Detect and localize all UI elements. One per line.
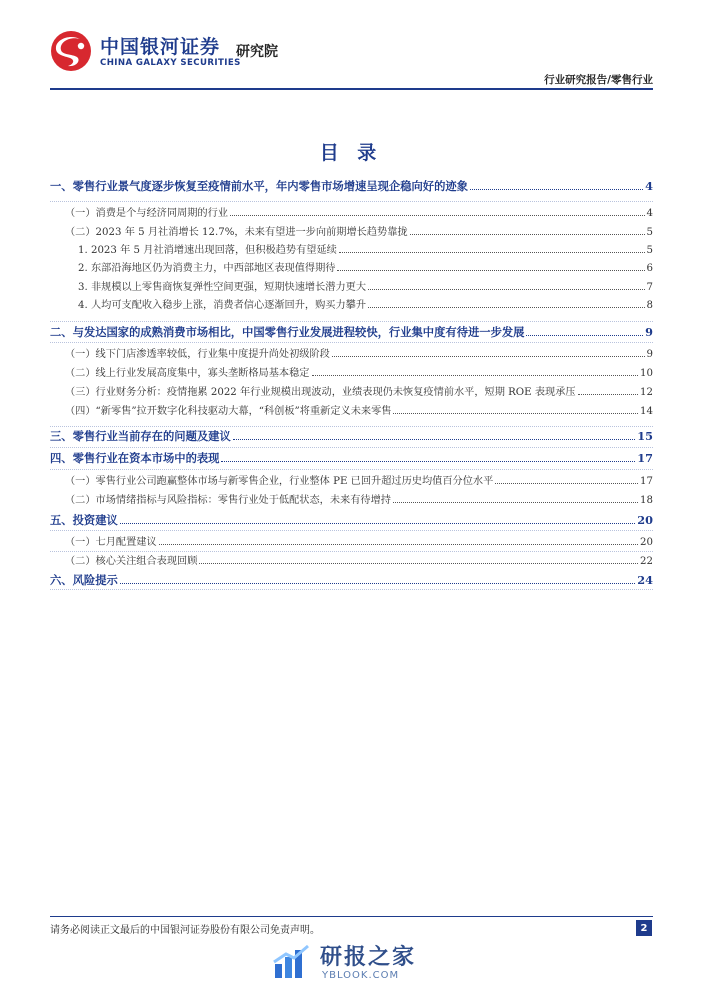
toc-leader-dots <box>578 385 638 395</box>
toc-entry[interactable] <box>50 472 653 492</box>
toc-entry[interactable] <box>50 204 653 224</box>
toc-entry-page: 14 <box>640 406 653 417</box>
header-divider <box>50 88 653 90</box>
toc-entry[interactable] <box>50 402 653 422</box>
toc-entry[interactable] <box>50 178 653 198</box>
toc-separator <box>50 321 653 322</box>
toc-leader-dots <box>526 325 643 336</box>
page-header <box>50 28 653 92</box>
toc-entry[interactable] <box>50 552 653 572</box>
toc-entry[interactable] <box>50 364 653 384</box>
toc-entry-page: 22 <box>640 556 653 567</box>
toc-entry[interactable] <box>50 533 653 553</box>
toc-entry[interactable] <box>50 278 653 298</box>
toc-leader-dots <box>337 261 644 271</box>
toc-entry[interactable] <box>50 450 653 470</box>
toc-entry-title: （一）消费是个与经济同周期的行业 <box>65 208 228 219</box>
report-type-label: 行业研究报告/零售行业 <box>544 74 653 86</box>
toc-entry-page: 17 <box>637 451 653 465</box>
toc-leader-dots <box>159 535 638 545</box>
toc-leader-dots <box>393 404 638 414</box>
toc-entry-title: 六、风险提示 <box>50 573 118 587</box>
toc-entry-title: 四、零售行业在资本市场中的表现 <box>50 451 220 465</box>
toc-entry-page: 15 <box>637 429 653 443</box>
company-name-cn: 中国银河证券 <box>100 36 221 58</box>
toc-entry-page: 17 <box>640 476 653 487</box>
toc-leader-dots <box>120 513 635 524</box>
toc-entry-page: 12 <box>640 387 653 398</box>
toc-leader-dots <box>410 225 645 235</box>
toc-leader-dots <box>393 493 638 503</box>
toc-entry-title: （一）零售行业公司跑赢整体市场与新零售企业，行业整体 PE 已回升超过历史均值百分位水平 <box>65 476 494 487</box>
toc-entry-title: （二）市场情绪指标与风险指标：零售行业处于低配状态，未来有待增持 <box>65 495 391 506</box>
toc-entry[interactable] <box>50 383 653 403</box>
toc-entry[interactable] <box>50 428 653 448</box>
watermark <box>272 938 442 988</box>
footer-disclaimer: 请务必阅读正文最后的中国银河证券股份有限公司免责声明。 <box>50 925 320 936</box>
toc-entry-title: （一）七月配置建议 <box>65 537 157 548</box>
toc-entry-title: 一、零售行业景气度逐步恢复至疫情前水平，年内零售市场增速呈现企稳向好的迹象 <box>50 179 468 193</box>
toc-entry-page: 8 <box>646 300 653 311</box>
toc-leader-dots <box>312 366 639 376</box>
toc-leader-dots <box>368 280 644 290</box>
toc-entry[interactable] <box>50 491 653 511</box>
toc-leader-dots <box>495 474 638 484</box>
toc-leader-dots <box>199 554 638 564</box>
toc-entry-page: 5 <box>646 245 653 256</box>
toc-entry-page: 4 <box>645 179 653 193</box>
toc-entry-title: 三、零售行业当前存在的问题及建议 <box>50 429 231 443</box>
bar-chart-icon <box>272 942 312 982</box>
toc-entry-page: 20 <box>637 513 653 527</box>
toc-entry-page: 7 <box>646 282 653 293</box>
toc-leader-dots <box>230 206 645 216</box>
toc-entry-title: 3. 非规模以上零售商恢复弹性空间更强，短期快速增长潜力更大 <box>78 282 367 293</box>
toc-leader-dots <box>332 347 645 357</box>
toc-entry-title: （三）行业财务分析：疫情拖累 2022 年行业规模出现波动，业绩表现仍未恢复疫情前水平，短期 ROE 表现承压 <box>65 387 576 398</box>
galaxy-logo-icon <box>50 30 92 72</box>
footer-divider <box>50 916 653 917</box>
toc-entry-page: 5 <box>646 227 653 238</box>
toc-leader-dots <box>233 429 636 440</box>
toc-entry-title: （二）线上行业发展高度集中，寡头垄断格局基本稳定 <box>65 368 310 379</box>
toc-entry-page: 18 <box>640 495 653 506</box>
toc-entry[interactable] <box>50 223 653 243</box>
toc-entry-title: （二）2023 年 5 月社消增长 12.7%，未来有望进一步向前期增长趋势靠拢 <box>65 227 408 238</box>
toc-entry-page: 6 <box>646 263 653 274</box>
toc-leader-dots <box>339 243 645 253</box>
watermark-text-cn: 研报之家 <box>320 945 417 970</box>
toc-entry-title: 1. 2023 年 5 月社消增速出现回落，但积极趋势有望延续 <box>78 245 337 256</box>
toc-entry-page: 9 <box>645 325 653 339</box>
toc-title: 目 录 <box>319 142 383 164</box>
toc-entry[interactable] <box>50 345 653 365</box>
toc-entry[interactable] <box>50 259 653 279</box>
toc-entry-page: 4 <box>646 208 653 219</box>
toc-entry-page: 24 <box>637 573 653 587</box>
toc-entry-title: 2. 东部沿海地区仍为消费主力，中西部地区表现值得期待 <box>78 263 336 274</box>
toc-entry-page: 10 <box>640 368 653 379</box>
toc-entry-title: 4. 人均可支配收入稳步上涨，消费者信心逐渐回升，购买力攀升 <box>78 300 367 311</box>
toc-entry[interactable] <box>50 512 653 532</box>
toc-entry-title: 二、与发达国家的成熟消费市场相比，中国零售行业发展进程较快，行业集中度有待进一步发展 <box>50 325 525 339</box>
toc-entry-title: （二）核心关注组合表现回顾 <box>65 556 198 567</box>
toc-separator <box>50 201 653 202</box>
toc-entry[interactable] <box>50 241 653 261</box>
toc-separator <box>50 426 653 427</box>
toc-entry-page: 20 <box>640 537 653 548</box>
page-number: 2 <box>636 920 652 936</box>
toc-entry[interactable] <box>50 572 653 592</box>
watermark-text-en: YBLOOK.COM <box>322 970 400 981</box>
company-name-en: CHINA GALAXY SECURITIES <box>100 58 241 68</box>
toc-entry-page: 9 <box>646 349 653 360</box>
institute-name: 研究院 <box>236 44 278 60</box>
toc-leader-dots <box>221 451 635 462</box>
toc-entry[interactable] <box>50 324 653 344</box>
toc-leader-dots <box>120 573 635 584</box>
toc-entry-title: （一）线下门店渗透率较低，行业集中度提升尚处初级阶段 <box>65 349 330 360</box>
toc-entry-title: （四）“新零售”拉开数字化科技驱动大幕，“科创板”将重新定义未来零售 <box>65 406 392 417</box>
toc-leader-dots <box>368 298 644 308</box>
toc-entry-title: 五、投资建议 <box>50 513 118 527</box>
toc-entry[interactable] <box>50 296 653 316</box>
toc-leader-dots <box>470 179 643 190</box>
